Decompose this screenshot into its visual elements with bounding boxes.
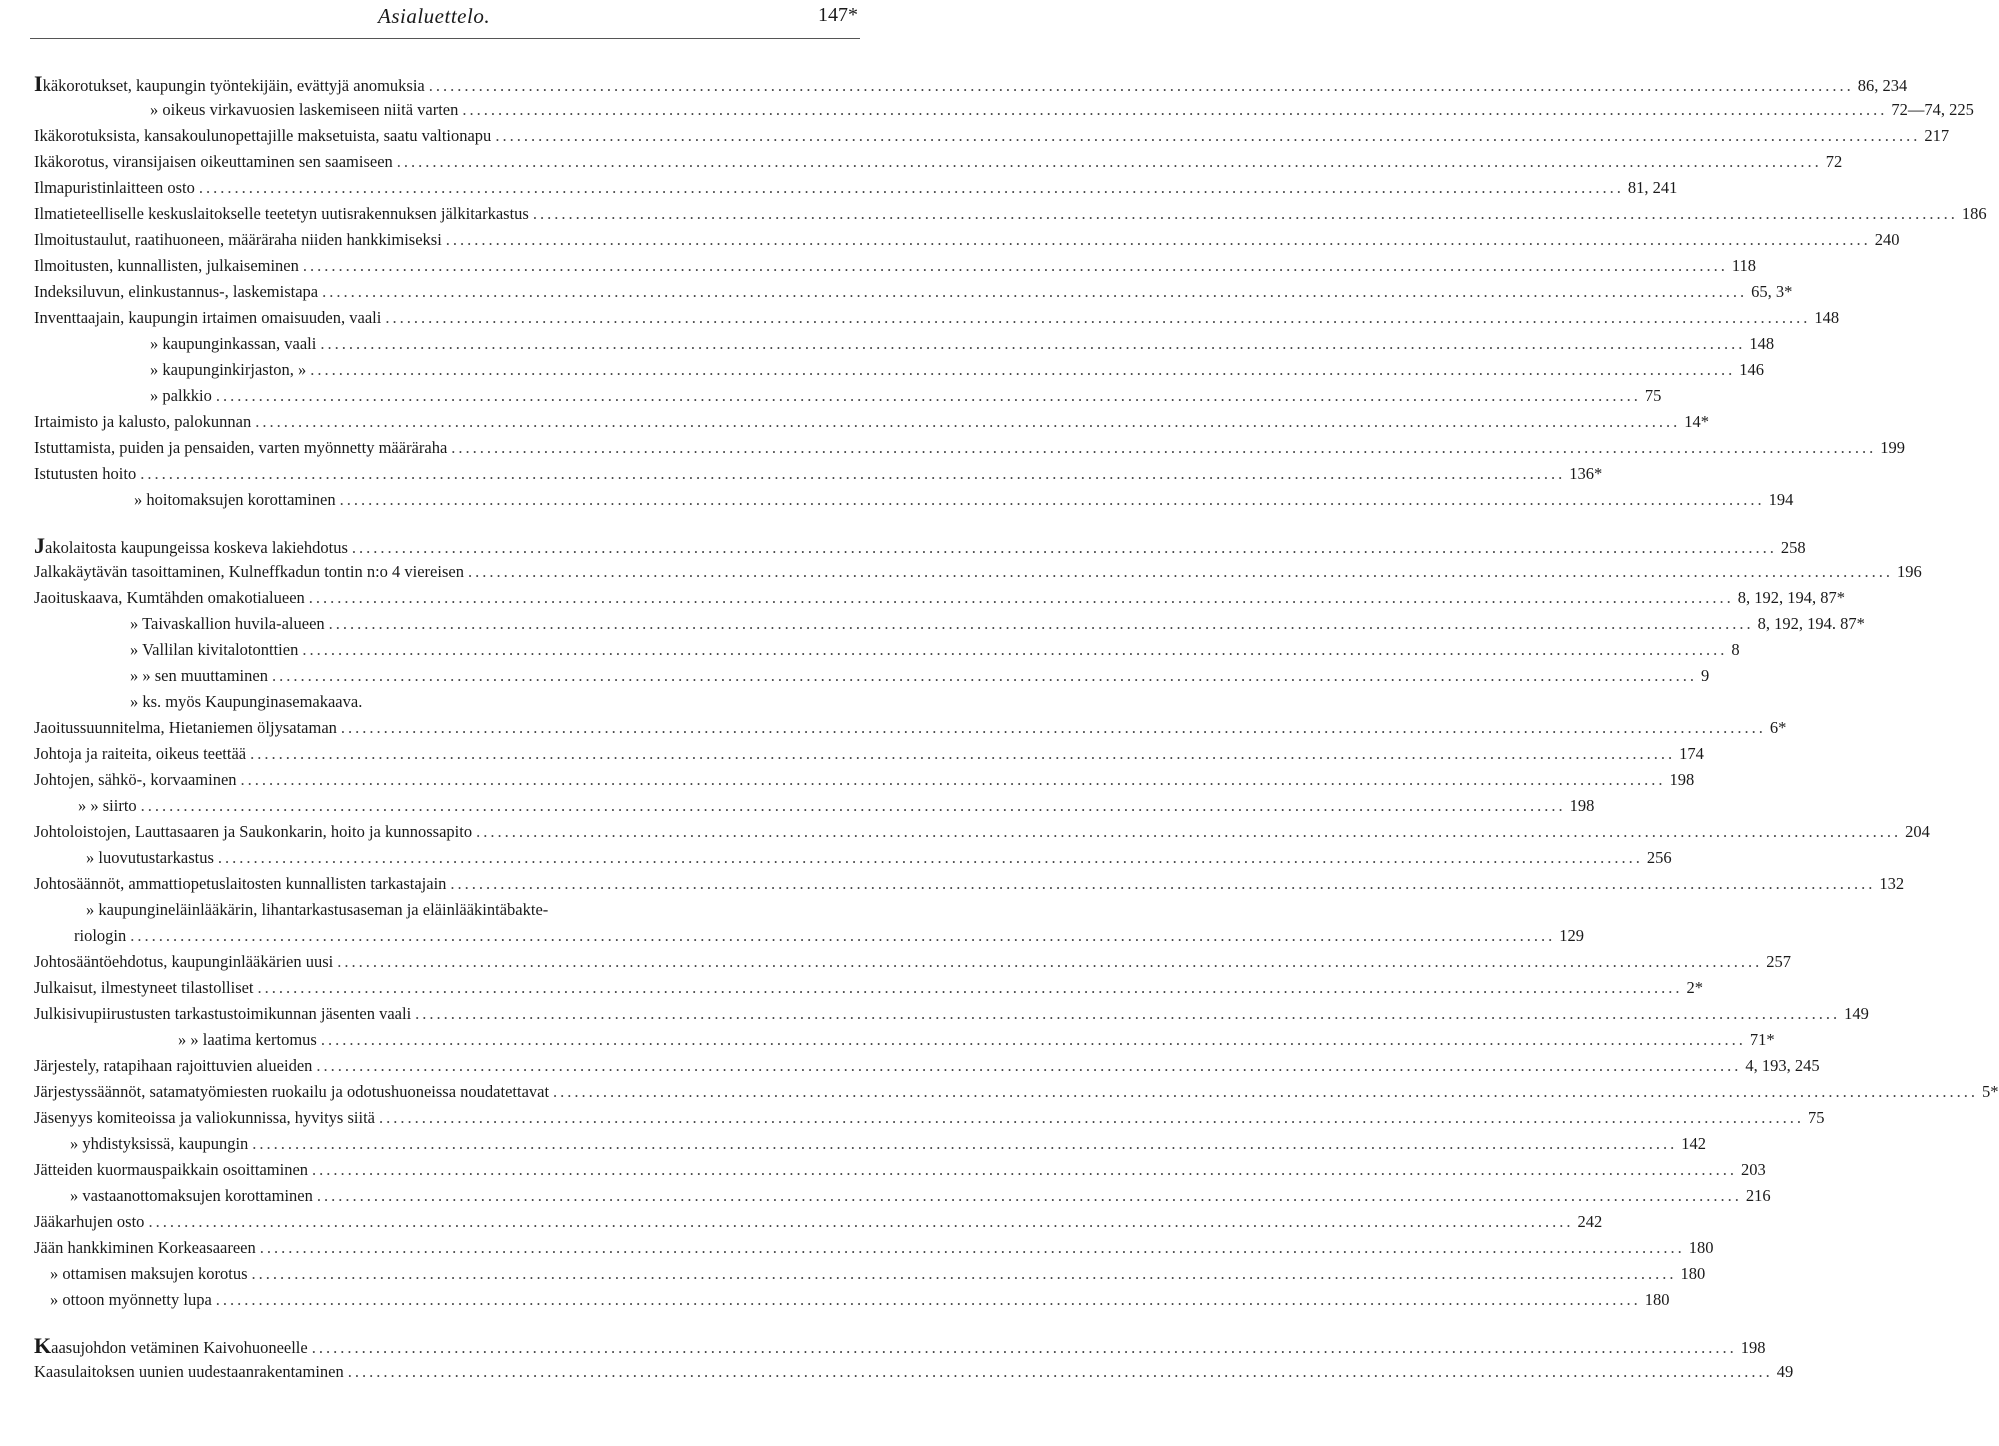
entry-page-ref: 146 (1739, 360, 1765, 379)
dot-leader: ........................................................................................................................................................................................................ (250, 744, 1676, 763)
entry-text: » » sen muuttaminen (130, 666, 268, 685)
index-entry (34, 533, 1806, 558)
index-entry (34, 560, 1922, 584)
entry-text: » yhdistyksissä, kaupungin (70, 1134, 249, 1153)
index-entry (50, 1262, 1706, 1286)
index-entry (34, 1106, 1825, 1130)
dot-leader: ........................................................................................................................................................................................................ (339, 490, 1765, 509)
entry-page-ref: 148 (1814, 308, 1840, 327)
entry-text: Julkisivupiirustusten tarkastustoimikunnan jäsenten vaali (34, 1004, 412, 1023)
dot-leader: ........................................................................................................................................................................................................ (462, 100, 1888, 119)
dot-leader: ........................................................................................................................................................................................................ (302, 640, 1728, 659)
dot-leader: ........................................................................................................................................................................................................ (259, 1238, 1685, 1257)
entry-page-ref: 204 (1905, 822, 1930, 841)
dot-leader: ........................................................................................................................................................................................................ (337, 952, 1763, 971)
dot-leader: ........................................................................................................................................................................................................ (311, 1338, 1737, 1357)
entry-text: Ilmapuristinlaitteen osto (34, 178, 195, 197)
dot-leader: ........................................................................................................................................................................................................ (217, 848, 1643, 867)
dot-leader: ........................................................................................................................................................................................................ (257, 978, 1683, 997)
header-rule (30, 38, 860, 39)
index-entry (150, 332, 1775, 356)
index-entry (34, 872, 1905, 896)
index-entry (150, 358, 1765, 382)
index-entry (130, 664, 1710, 688)
dot-leader: ........................................................................................................................................................................................................ (320, 334, 1746, 353)
entry-page-ref: 6* (1769, 718, 1787, 737)
entry-text: » hoitomaksujen korottaminen (134, 490, 336, 509)
dot-leader: ........................................................................................................................................................................................................ (302, 256, 1728, 275)
section-initial: I (34, 71, 43, 96)
entry-text: Kaasulaitoksen uunien uudestaanrakentaminen (34, 1362, 344, 1381)
index-entry (34, 1158, 1766, 1182)
entry-page-ref: 180 (1680, 1264, 1706, 1283)
entry-text: Jääkarhujen osto (34, 1212, 145, 1231)
entry-text: » » laatima kertomus (178, 1030, 317, 1049)
index-entry (50, 1288, 1670, 1312)
page-number: 147* (818, 4, 858, 26)
entry-text: Kaasujohdon vetäminen Kaivohuoneelle (34, 1333, 308, 1358)
entry-page-ref: 194 (1768, 490, 1794, 509)
entry-text: » kaupunginkirjaston, » (150, 360, 307, 379)
index-entry (150, 98, 1974, 122)
entry-text: Jaoituskaava, Kumtähden omakotialueen (34, 588, 305, 607)
entry-text: Ikäkorotus, viransijaisen oikeuttaminen sen saamiseen (34, 152, 393, 171)
dot-leader: ........................................................................................................................................................................................................ (198, 178, 1624, 197)
dot-leader: ........................................................................................................................................................................................................ (312, 1160, 1738, 1179)
index-entry (34, 1236, 1714, 1260)
entry-text: Järjestyssäännöt, satamatyömiesten ruokailu ja odotushuoneissa noudatettavat (34, 1082, 550, 1101)
entry-page-ref: 149 (1844, 1004, 1869, 1023)
entry-page-ref: 198 (1740, 1338, 1766, 1357)
index-entry (34, 150, 1843, 174)
entry-page-ref: 186 (1961, 204, 1987, 223)
page-header (0, 4, 960, 32)
section-initial: J (34, 533, 45, 558)
entry-text: Ilmoitusten, kunnallisten, julkaiseminen (34, 256, 299, 275)
entry-page-ref: 71* (1749, 1030, 1775, 1049)
index-entry (34, 1360, 1794, 1384)
entry-page-ref: 5* (1982, 1082, 1999, 1101)
entry-text: » oikeus virkavuosien laskemiseen niitä varten (150, 100, 459, 119)
dot-leader: ........................................................................................................................................................................................................ (445, 230, 1871, 249)
dot-leader: ........................................................................................................................................................................................................ (140, 796, 1566, 815)
entry-page-ref: 2* (1686, 978, 1704, 997)
entry-page-ref: 72 (1825, 152, 1843, 171)
entry-text: Jätteiden kuormauspaikkain osoittaminen (34, 1160, 309, 1179)
entry-text: Jaoitussuunnitelma, Hietaniemen öljysataman (34, 718, 337, 737)
dot-leader: ........................................................................................................................................................................................................ (340, 718, 1766, 737)
index-entry (34, 462, 1603, 486)
entry-text: Johtoja ja raiteita, oikeus teettää (34, 744, 247, 763)
entry-text: riologin (74, 926, 127, 945)
entry-page-ref: 199 (1880, 438, 1906, 457)
entry-page-ref: 203 (1741, 1160, 1766, 1179)
dot-leader: ........................................................................................................................................................................................................ (310, 360, 1736, 379)
index-entry (34, 768, 1695, 792)
entry-page-ref: 14* (1684, 412, 1709, 431)
entry-page-ref: 86, 234 (1857, 76, 1908, 95)
dot-leader: ........................................................................................................................................................................................................ (252, 1134, 1678, 1153)
entry-text: Irtaimisto ja kalusto, palokunnan (34, 412, 252, 431)
entry-page-ref: 9 (1700, 666, 1710, 685)
entry-text: Ilmoitustaulut, raatihuoneen, määräraha niiden hankkimiseksi (34, 230, 442, 249)
index-entry (34, 1080, 1999, 1104)
entry-page-ref: 257 (1766, 952, 1791, 971)
entry-page-ref: 81, 241 (1627, 178, 1678, 197)
entry-text: » ks. myös Kaupunginasemakaava. (130, 692, 363, 711)
entry-page-ref: 196 (1896, 562, 1922, 581)
index-entry (78, 794, 1595, 818)
entry-page-ref: 148 (1749, 334, 1775, 353)
index-entry (34, 586, 1846, 610)
dot-leader: ........................................................................................................................................................................................................ (347, 1362, 1773, 1381)
dot-leader: ........................................................................................................................................................................................................ (215, 386, 1641, 405)
entry-page-ref: 72—74, 225 (1891, 100, 1974, 119)
index-entry (86, 846, 1672, 870)
entry-text: » ottoon myönnetty lupa (50, 1290, 212, 1309)
entry-page-ref: 217 (1924, 126, 1950, 145)
entry-page-ref: 180 (1688, 1238, 1714, 1257)
entry-text: » palkkio (150, 386, 212, 405)
entry-page-ref: 132 (1879, 874, 1905, 893)
dot-leader: ........................................................................................................................................................................................................ (308, 588, 1734, 607)
dot-leader: ........................................................................................................................................................................................................ (271, 666, 1697, 685)
dot-leader: ........................................................................................................................................................................................................ (476, 822, 1902, 841)
index-entry (178, 1028, 1775, 1052)
entry-text: Ikäkorotuksista, kansakoulunopettajille maksetuista, saatu valtionapu (34, 126, 492, 145)
index-entry (34, 976, 1704, 1000)
entry-text: » » siirto (78, 796, 137, 815)
index-entry (34, 1333, 1766, 1358)
index-entry (34, 1002, 1869, 1026)
entry-text: » luovutustarkastus (86, 848, 214, 867)
entry-page-ref: 198 (1569, 796, 1595, 815)
entry-page-ref: 242 (1577, 1212, 1603, 1231)
index-entry (34, 410, 1709, 434)
dot-leader: ........................................................................................................................................................................................................ (450, 874, 1876, 893)
dot-leader: ........................................................................................................................................................................................................ (415, 1004, 1841, 1023)
index-entry (34, 436, 1906, 460)
entry-page-ref: 8, 192, 194, 87* (1737, 588, 1846, 607)
entry-text: Johtojen, sähkö-, korvaaminen (34, 770, 237, 789)
dot-leader: ........................................................................................................................................................................................................ (396, 152, 1822, 171)
entry-page-ref: 75 (1644, 386, 1662, 405)
section-initial: K (34, 1333, 52, 1358)
entry-text: » ottamisen maksujen korotus (50, 1264, 248, 1283)
index-entry (34, 280, 1793, 304)
entry-page-ref: 258 (1780, 538, 1806, 557)
entry-page-ref: 198 (1669, 770, 1695, 789)
entry-text: Johtosäännöt, ammattiopetuslaitosten kunnallisten tarkastajain (34, 874, 447, 893)
index-entry (130, 690, 864, 714)
dot-leader: ........................................................................................................................................................................................................ (316, 1186, 1742, 1205)
dot-leader: ........................................................................................................................................................................................................ (351, 538, 1777, 557)
dot-leader: ........................................................................................................................................................................................................ (428, 76, 1854, 95)
dot-leader: ........................................................................................................................................................................................................ (385, 308, 1811, 327)
dot-leader: ........................................................................................................................................................................................................ (215, 1290, 1641, 1309)
entry-page-ref: 174 (1679, 744, 1704, 763)
index-entry (130, 612, 1865, 636)
dot-leader: ........................................................................................................................................................................................................ (251, 1264, 1677, 1283)
entry-text: Indeksiluvun, elinkustannus-, laskemistapa (34, 282, 319, 301)
dot-leader: ........................................................................................................................................................................................................ (328, 614, 1754, 633)
entry-text: Inventtaajain, kaupungin irtaimen omaisuuden, vaali (34, 308, 382, 327)
entry-text: Johtoloistojen, Lauttasaaren ja Saukonkarin, hoito ja kunnossapito (34, 822, 473, 841)
dot-leader: ........................................................................................................................................................................................................ (553, 1082, 1979, 1101)
index-entry (34, 176, 1678, 200)
dot-leader: ........................................................................................................................................................................................................ (148, 1212, 1574, 1231)
index-entry (86, 898, 864, 922)
index-entry (34, 1210, 1603, 1234)
index-entry (34, 950, 1791, 974)
dot-leader: ........................................................................................................................................................................................................ (495, 126, 1921, 145)
index-entry (74, 924, 1584, 948)
index-entry (34, 124, 1950, 148)
index-entry (34, 1054, 1820, 1078)
dot-leader: ........................................................................................................................................................................................................ (130, 926, 1556, 945)
entry-text: Järjestely, ratapihaan rajoittuvien alueiden (34, 1056, 313, 1075)
entry-page-ref: 180 (1644, 1290, 1670, 1309)
index-entry (34, 202, 1987, 226)
entry-page-ref: 8 (1731, 640, 1740, 659)
index-entry (130, 638, 1740, 662)
dot-leader: ........................................................................................................................................................................................................ (255, 412, 1681, 431)
index-entry (34, 71, 1908, 96)
dot-leader: ........................................................................................................................................................................................................ (451, 438, 1877, 457)
dot-leader: ........................................................................................................................................................................................................ (467, 562, 1893, 581)
index-entry (70, 1132, 1707, 1156)
entry-page-ref: 129 (1559, 926, 1584, 945)
dot-leader: ........................................................................................................................................................................................................ (320, 1030, 1746, 1049)
index-entry (150, 384, 1662, 408)
entry-page-ref: 65, 3* (1751, 282, 1793, 301)
page-title: Asialuettelo. (378, 4, 491, 28)
index-entry (34, 228, 1900, 252)
entry-text: Jään hankkiminen Korkeasaareen (34, 1238, 256, 1257)
index-entry (34, 254, 1757, 278)
entry-page-ref: 216 (1745, 1186, 1771, 1205)
entry-text: » Taivaskallion huvila-alueen (130, 614, 325, 633)
index-entry (70, 1184, 1771, 1208)
entry-page-ref: 118 (1731, 256, 1757, 275)
index-entry (34, 820, 1930, 844)
dot-leader: ........................................................................................................................................................................................................ (140, 464, 1566, 483)
entry-text: » kaupunginkassan, vaali (150, 334, 317, 353)
entry-page-ref: 256 (1646, 848, 1672, 867)
dot-leader: ........................................................................................................................................................................................................ (316, 1056, 1742, 1075)
dot-leader: ........................................................................................................................................................................................................ (378, 1108, 1804, 1127)
dot-leader: ........................................................................................................................................................................................................ (240, 770, 1666, 789)
entry-text: Ilmatieteelliselle keskuslaitokselle teetetyn uutisrakennuksen jälkitarkastus (34, 204, 529, 223)
entry-page-ref: 8, 192, 194. 87* (1757, 614, 1865, 633)
entry-page-ref: 75 (1807, 1108, 1825, 1127)
entry-text: Jalkakäytävän tasoittaminen, Kulneffkadun tontin n:o 4 viereisen (34, 562, 464, 581)
entry-page-ref: 49 (1776, 1362, 1794, 1381)
entry-text: Johtosääntöehdotus, kaupunginlääkärien uusi (34, 952, 334, 971)
entry-text: » Vallilan kivitalotonttien (130, 640, 299, 659)
index-entry (34, 742, 1704, 766)
entry-text: » vastaanottomaksujen korottaminen (70, 1186, 313, 1205)
entry-text: Jäsenyys komiteoissa ja valiokunnissa, hyvitys siitä (34, 1108, 375, 1127)
index-entry (34, 716, 1787, 740)
index-entry (134, 488, 1794, 512)
entry-text: » kaupungineläinlääkärin, lihantarkastusaseman ja eläinlääkintäbakte- (86, 900, 549, 919)
dot-leader: ........................................................................................................................................................................................................ (322, 282, 1748, 301)
entry-page-ref: 142 (1681, 1134, 1707, 1153)
index-entry (34, 306, 1840, 330)
entry-text: Istuttamista, puiden ja pensaiden, varten myönnetty määräraha (34, 438, 448, 457)
entry-page-ref: 240 (1874, 230, 1900, 249)
dot-leader: ........................................................................................................................................................................................................ (532, 204, 1958, 223)
entry-text: Istutusten hoito (34, 464, 137, 483)
entry-text: Julkaisut, ilmestyneet tilastolliset (34, 978, 254, 997)
entry-text: Jakolaitosta kaupungeissa koskeva lakiehdotus (34, 533, 348, 558)
entry-text: Ikäkorotukset, kaupungin työntekijäin, evättyjä anomuksia (34, 71, 425, 96)
entry-page-ref: 136* (1569, 464, 1603, 483)
entry-page-ref: 4, 193, 245 (1745, 1056, 1820, 1075)
